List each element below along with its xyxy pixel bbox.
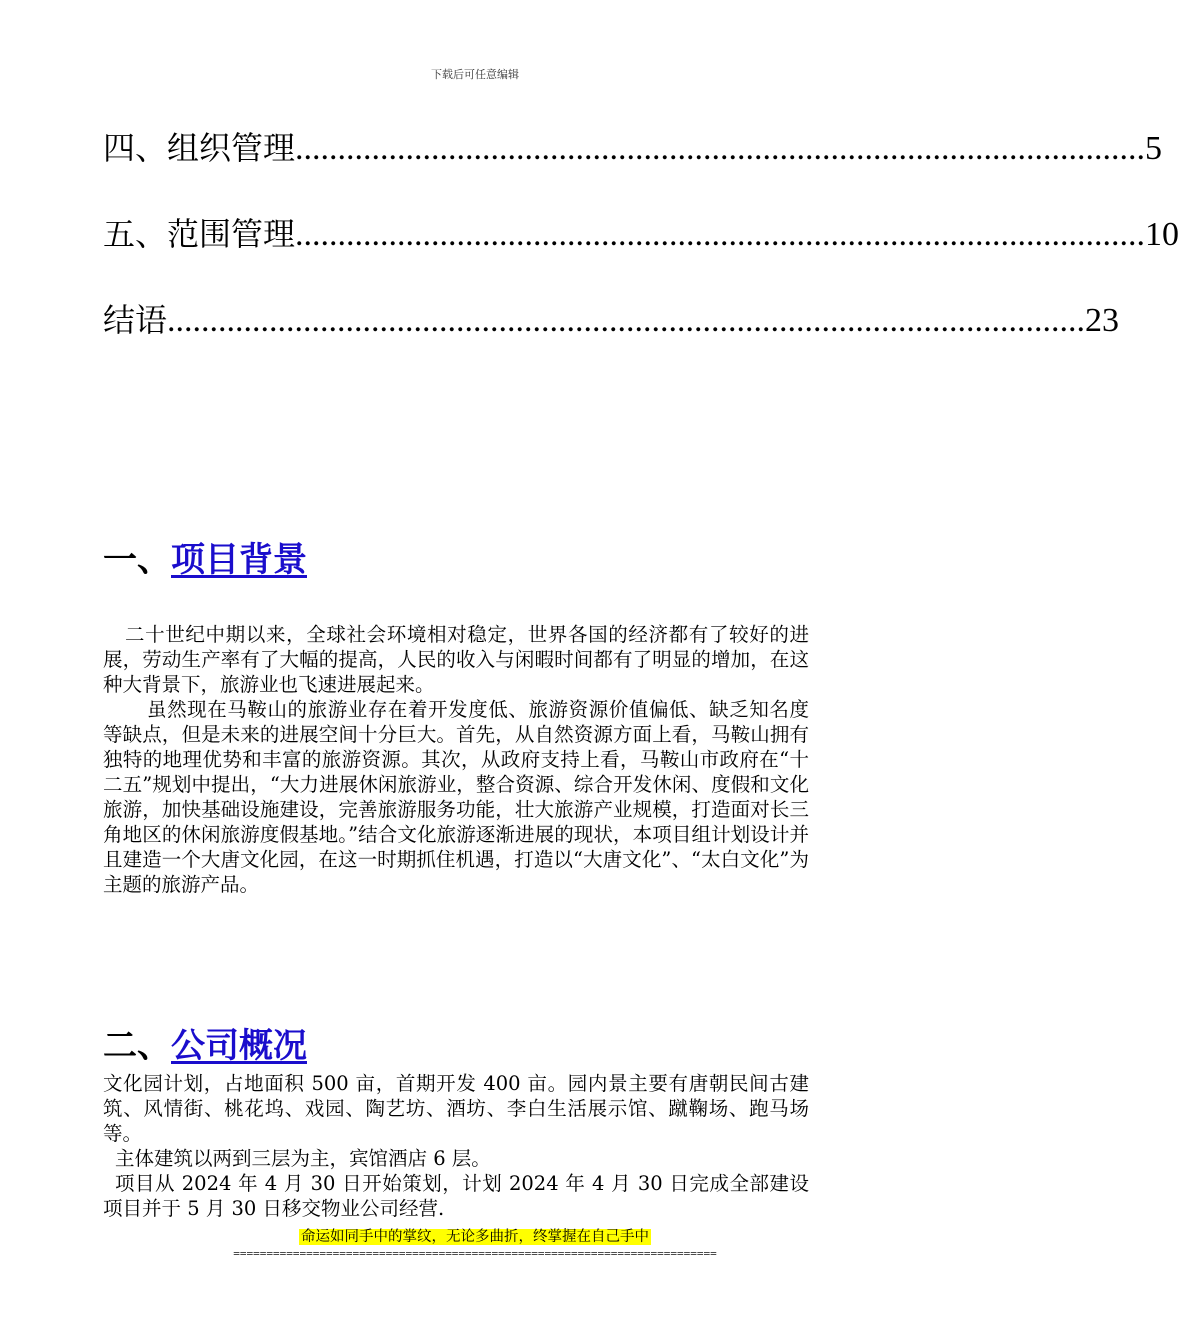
toc-page-number: 10 [1145, 216, 1179, 253]
toc-label: 结语 [103, 301, 168, 339]
footer-motto [0, 1227, 950, 1247]
paragraph: 文化园计划，占地面积 500 亩，首期开发 400 亩。园内景主要有唐朝民间古建筑、风情街、桃花坞、戏园、陶艺坊、酒坊、李白生活展示馆、蹴鞠场、跑马场等。 [103, 1072, 809, 1145]
section-body-company [103, 1071, 809, 1221]
section-heading-company [103, 1024, 307, 1068]
header-note: 下载后可任意编辑 [431, 68, 519, 81]
section-number: 二、 [103, 1026, 171, 1066]
toc-label: 四、组织管理 [103, 129, 296, 167]
paragraph: 二十世纪中期以来，全球社会环境相对稳定，世界各国的经济都有了较好的进展，劳动生产率有了大幅的提高，人民的收入与闲暇时间都有了明显的增加，在这种大背景下，旅游业也飞速进展起来。 [103, 623, 809, 696]
toc-item[interactable] [103, 211, 1179, 257]
section-heading-background [103, 538, 307, 582]
footer-separator: ========================================================================= [233, 1247, 717, 1260]
toc-leader-dots: .................................................................................................... [295, 216, 1146, 253]
section-number: 一、 [103, 540, 171, 580]
highlighted-motto: 命运如同手中的掌纹，无论多曲折，终掌握在自己手中 [301, 1229, 649, 1245]
section-title-link[interactable]: 公司概况 [171, 1026, 307, 1066]
toc-label: 五、范围管理 [103, 215, 296, 253]
toc-item[interactable] [103, 125, 1163, 171]
toc-leader-dots: ............................................................................................................ [167, 302, 1086, 339]
paragraph: 主体建筑以两到三层为主，宾馆酒店 6 层。 [115, 1147, 491, 1170]
toc-leader-dots: .................................................................................................... [295, 130, 1146, 167]
toc-item[interactable] [103, 297, 1120, 343]
section-title-link[interactable]: 项目背景 [171, 540, 307, 580]
toc-page-number: 5 [1145, 130, 1163, 167]
paragraph: 项目从 2024 年 4 月 30 日开始策划，计划 2024 年 4 月 30 日完成全部建设项目并于 5 月 30 日移交物业公司经营. [103, 1172, 809, 1220]
toc-page-number: 23 [1085, 302, 1120, 339]
section-body-background [103, 622, 809, 897]
table-of-contents [103, 125, 1179, 383]
paragraph: 虽然现在马鞍山的旅游业存在着开发度低、旅游资源价值偏低、缺乏知名度等缺点，但是未来的进展空间十分巨大。首先，从自然资源方面上看，马鞍山拥有独特的地理优势和丰富的旅游资源。其次，从政府支持上看，马鞍山市政府在“十二五”规划中提出，“大力进展休闲旅游业，整合资源、综合开发休闲、度假和文化旅游，加快基础设施建设，完善旅游服务功能，壮大旅游产业规模，打造面对长三角地区的休闲旅游度假基地。”结合文化旅游逐渐进展的现状，本项目组计划设计并且建造一个大唐文化园，在这一时期抓住机遇，打造以“大唐文化”、“太白文化”为主题的旅游产品。 [103, 698, 809, 896]
